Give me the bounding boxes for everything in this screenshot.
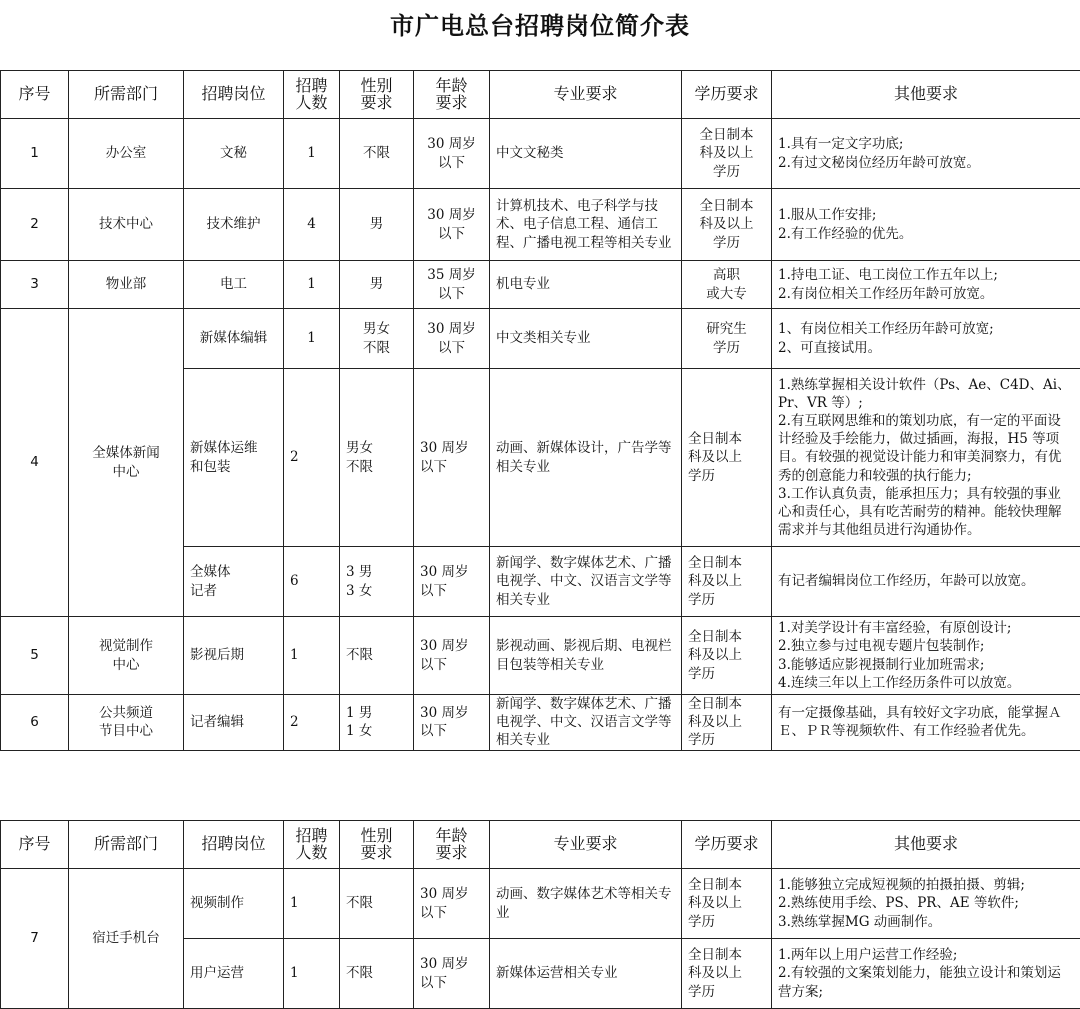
row-major: 计算机技术、电子科学与技术、电子信息工程、通信工程、广播电视工程等相关专业 — [490, 189, 682, 261]
row-major: 动画、数字媒体艺术等相关专业 — [490, 869, 682, 939]
row-dept: 物业部 — [69, 261, 184, 309]
row-age: 30 周岁 以下 — [414, 869, 490, 939]
row-no: 4 — [1, 309, 69, 617]
row-other: 有记者编辑岗位工作经历，年龄可以放宽。 — [772, 547, 1080, 617]
row-age: 35 周岁 以下 — [414, 261, 490, 309]
table-row — [1, 695, 1080, 751]
header-position: 招聘岗位 — [184, 821, 284, 869]
header-edu: 学历要求 — [682, 71, 772, 119]
row-other: 1.对美学设计有丰富经验，有原创设计; 2.独立参与过电视专题片包装制作; 3.能够适应影视摄制行业加班需求; 4.连续三年以上工作经历条件可以放宽。 — [772, 617, 1080, 695]
row-position: 电工 — [184, 261, 284, 309]
row-position: 用户运营 — [184, 939, 284, 1009]
row-age: 30 周岁 以下 — [414, 547, 490, 617]
row-position: 技术维护 — [184, 189, 284, 261]
row-other: 1.能够独立完成短视频的拍摄拍摄、剪辑; 2.熟练使用手绘、PS、PR、AE 等软件; 3.熟练掌握MG 动画制作。 — [772, 869, 1080, 939]
table-row — [1, 617, 1080, 695]
row-gender: 1 男 1 女 — [340, 695, 414, 751]
row-count: 1 — [284, 261, 340, 309]
row-age: 30 周岁 以下 — [414, 309, 490, 369]
row-dept: 宿迁手机台 — [69, 869, 184, 1009]
row-count: 4 — [284, 189, 340, 261]
row-age: 30 周岁 以下 — [414, 119, 490, 189]
row-count: 2 — [284, 369, 340, 547]
row-no: 5 — [1, 617, 69, 695]
row-count: 2 — [284, 695, 340, 751]
header-major: 专业要求 — [490, 71, 682, 119]
row-dept: 视觉制作 中心 — [69, 617, 184, 695]
row-position: 文秘 — [184, 119, 284, 189]
row-major: 新媒体运营相关专业 — [490, 939, 682, 1009]
row-edu: 全日制本 科及以上 学历 — [682, 869, 772, 939]
row-other: 1.服从工作安排; 2.有工作经验的优先。 — [772, 189, 1080, 261]
row-edu: 全日制本 科及以上 学历 — [682, 189, 772, 261]
row-dept: 技术中心 — [69, 189, 184, 261]
row-edu: 全日制本 科及以上 学历 — [682, 547, 772, 617]
row-count: 1 — [284, 869, 340, 939]
row-age: 30 周岁 以下 — [414, 695, 490, 751]
row-position: 新媒体编辑 — [184, 309, 284, 369]
row-position: 记者编辑 — [184, 695, 284, 751]
row-no: 7 — [1, 869, 69, 1009]
row-age: 30 周岁 以下 — [414, 369, 490, 547]
row-count: 1 — [284, 119, 340, 189]
row-gender: 3 男 3 女 — [340, 547, 414, 617]
header-age: 年龄 要求 — [414, 71, 490, 119]
header-gender: 性别 要求 — [340, 821, 414, 869]
table-row — [1, 869, 1080, 939]
row-no: 2 — [1, 189, 69, 261]
row-position: 影视后期 — [184, 617, 284, 695]
row-major: 中文类相关专业 — [490, 309, 682, 369]
row-dept: 办公室 — [69, 119, 184, 189]
row-age: 30 周岁 以下 — [414, 617, 490, 695]
table-row — [1, 261, 1080, 309]
header-major: 专业要求 — [490, 821, 682, 869]
table-header-row — [1, 821, 1080, 869]
row-edu: 全日制本 科及以上 学历 — [682, 369, 772, 547]
header-other: 其他要求 — [772, 821, 1080, 869]
row-count: 1 — [284, 309, 340, 369]
row-no: 6 — [1, 695, 69, 751]
row-other: 有一定摄像基础，具有较好文字功底，能掌握ＡＥ、ＰＲ等视频软件、有工作经验者优先。 — [772, 695, 1080, 751]
row-dept: 全媒体新闻 中心 — [69, 309, 184, 617]
row-other: 1.两年以上用户运营工作经验; 2.有较强的文案策划能力，能独立设计和策划运营方案; — [772, 939, 1080, 1009]
row-gender: 不限 — [340, 869, 414, 939]
page-title: 市广电总台招聘岗位简介表 — [0, 6, 1080, 41]
row-edu: 高职 或大专 — [682, 261, 772, 309]
row-other: 1、有岗位相关工作经历年龄可放宽; 2、可直接试用。 — [772, 309, 1080, 369]
header-dept: 所需部门 — [69, 821, 184, 869]
recruitment-table-continued — [0, 820, 1080, 1009]
header-age: 年龄 要求 — [414, 821, 490, 869]
table-row — [1, 119, 1080, 189]
row-major: 中文文秘类 — [490, 119, 682, 189]
row-no: 1 — [1, 119, 69, 189]
header-count: 招聘 人数 — [284, 71, 340, 119]
row-other: 1.熟练掌握相关设计软件（Ps、Ae、C4D、Ai、Pr、VR 等）; 2.有互联网思维和的策划功底，有一定的平面设计经验及手绘能力，做过插画，海报，H5 等项目。有较强的视觉设计能力和审美洞察力，有优秀的创意能力和较强的执行能力; 3.工作认真负责，能承担压力；具有较强的事业心和责任心，具有吃苦耐劳的精神。能较快理解需求并与其他组员进行沟通协作。 — [772, 369, 1080, 547]
header-dept: 所需部门 — [69, 71, 184, 119]
row-major: 影视动画、影视后期、电视栏目包装等相关专业 — [490, 617, 682, 695]
row-edu: 全日制本 科及以上 学历 — [682, 695, 772, 751]
row-gender: 不限 — [340, 939, 414, 1009]
row-edu: 全日制本 科及以上 学历 — [682, 939, 772, 1009]
recruitment-table — [0, 70, 1080, 751]
row-gender: 男女 不限 — [340, 369, 414, 547]
header-no: 序号 — [1, 821, 69, 869]
row-edu: 研究生 学历 — [682, 309, 772, 369]
row-no: 3 — [1, 261, 69, 309]
row-gender: 不限 — [340, 617, 414, 695]
header-other: 其他要求 — [772, 71, 1080, 119]
table-header-row — [1, 71, 1080, 119]
row-major: 新闻学、数字媒体艺术、广播电视学、中文、汉语言文学等相关专业 — [490, 695, 682, 751]
row-major: 新闻学、数字媒体艺术、广播电视学、中文、汉语言文学等相关专业 — [490, 547, 682, 617]
table-row — [1, 309, 1080, 369]
row-count: 1 — [284, 939, 340, 1009]
row-gender: 男 — [340, 261, 414, 309]
row-count: 1 — [284, 617, 340, 695]
row-count: 6 — [284, 547, 340, 617]
header-position: 招聘岗位 — [184, 71, 284, 119]
row-other: 1.具有一定文字功底; 2.有过文秘岗位经历年龄可放宽。 — [772, 119, 1080, 189]
table-row — [1, 189, 1080, 261]
row-position: 全媒体 记者 — [184, 547, 284, 617]
row-age: 30 周岁 以下 — [414, 189, 490, 261]
row-edu: 全日制本 科及以上 学历 — [682, 119, 772, 189]
header-no: 序号 — [1, 71, 69, 119]
row-major: 机电专业 — [490, 261, 682, 309]
row-position: 新媒体运维 和包装 — [184, 369, 284, 547]
row-gender: 不限 — [340, 119, 414, 189]
header-gender: 性别 要求 — [340, 71, 414, 119]
row-major: 动画、新媒体设计，广告学等相关专业 — [490, 369, 682, 547]
row-edu: 全日制本 科及以上 学历 — [682, 617, 772, 695]
row-other: 1.持电工证、电工岗位工作五年以上; 2.有岗位相关工作经历年龄可放宽。 — [772, 261, 1080, 309]
header-count: 招聘 人数 — [284, 821, 340, 869]
row-dept: 公共频道 节目中心 — [69, 695, 184, 751]
header-edu: 学历要求 — [682, 821, 772, 869]
row-gender: 男女 不限 — [340, 309, 414, 369]
row-age: 30 周岁 以下 — [414, 939, 490, 1009]
row-position: 视频制作 — [184, 869, 284, 939]
row-gender: 男 — [340, 189, 414, 261]
